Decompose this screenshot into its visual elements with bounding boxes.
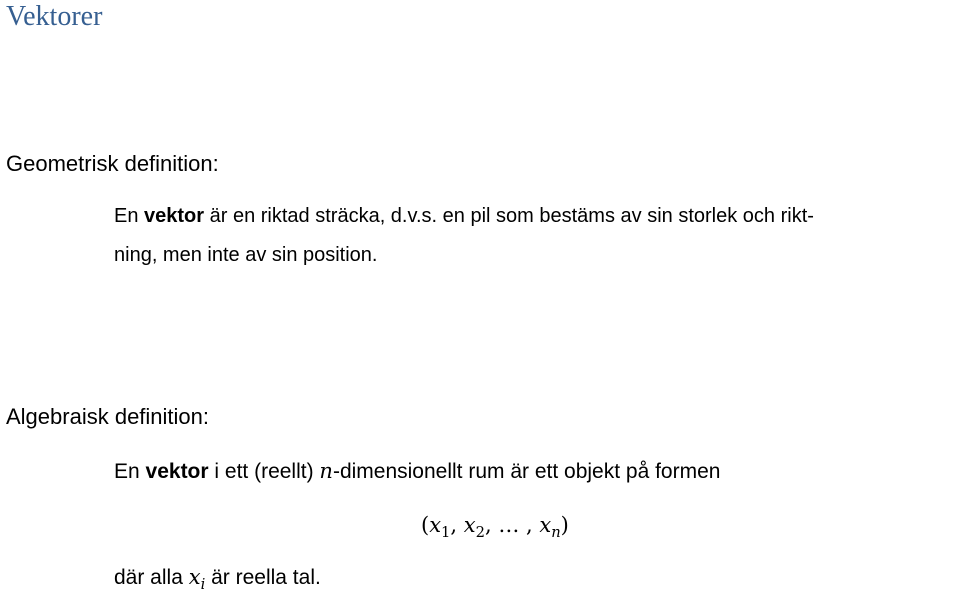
real-numbers-statement [114, 564, 321, 591]
page-title: Vektorer [6, 1, 103, 32]
alg-vektor-term: vektor [145, 460, 209, 483]
geo-line1-pre: En [114, 205, 145, 227]
formula-xn: x [539, 513, 552, 537]
formula-close-paren: ) [560, 513, 569, 537]
geo-vektor-term: vektor [144, 205, 205, 227]
geo-line1-post: är en riktad sträcka, d.v.s. en pil som bestäms av sin storlek och rikt- [204, 205, 814, 227]
alg-line-pre: En [114, 460, 146, 483]
formula-sub-2: 2 [475, 524, 485, 542]
dimension-variable: n [319, 459, 333, 483]
geometric-definition-text-line2: ning, men inte av sin position. [114, 244, 378, 266]
formula-open-paren: ( [421, 513, 430, 537]
alg-line-mid: i ett (reellt) [208, 460, 320, 483]
formula-sub-n: n [551, 524, 561, 542]
algebraic-definition-text [114, 457, 720, 486]
bottom-sub-i: i [200, 576, 206, 592]
formula-sub-1: 1 [441, 524, 451, 542]
geometric-definition-text-line1 [114, 203, 814, 229]
bottom-var-x: x [188, 565, 201, 589]
vector-formula [421, 510, 569, 540]
formula-x2: x [463, 513, 476, 537]
bottom-pre: där alla [114, 566, 189, 589]
bottom-post: är reella tal. [205, 566, 321, 589]
alg-line-post: -dimensionellt rum är ett objekt på formen [332, 460, 721, 483]
algebraic-definition-heading: Algebraisk definition: [6, 404, 210, 429]
formula-separator-2: , … , [484, 513, 540, 537]
formula-x1: x [429, 513, 442, 537]
geometric-definition-heading: Geometrisk definition: [6, 151, 219, 176]
formula-separator-1: , [450, 513, 464, 537]
